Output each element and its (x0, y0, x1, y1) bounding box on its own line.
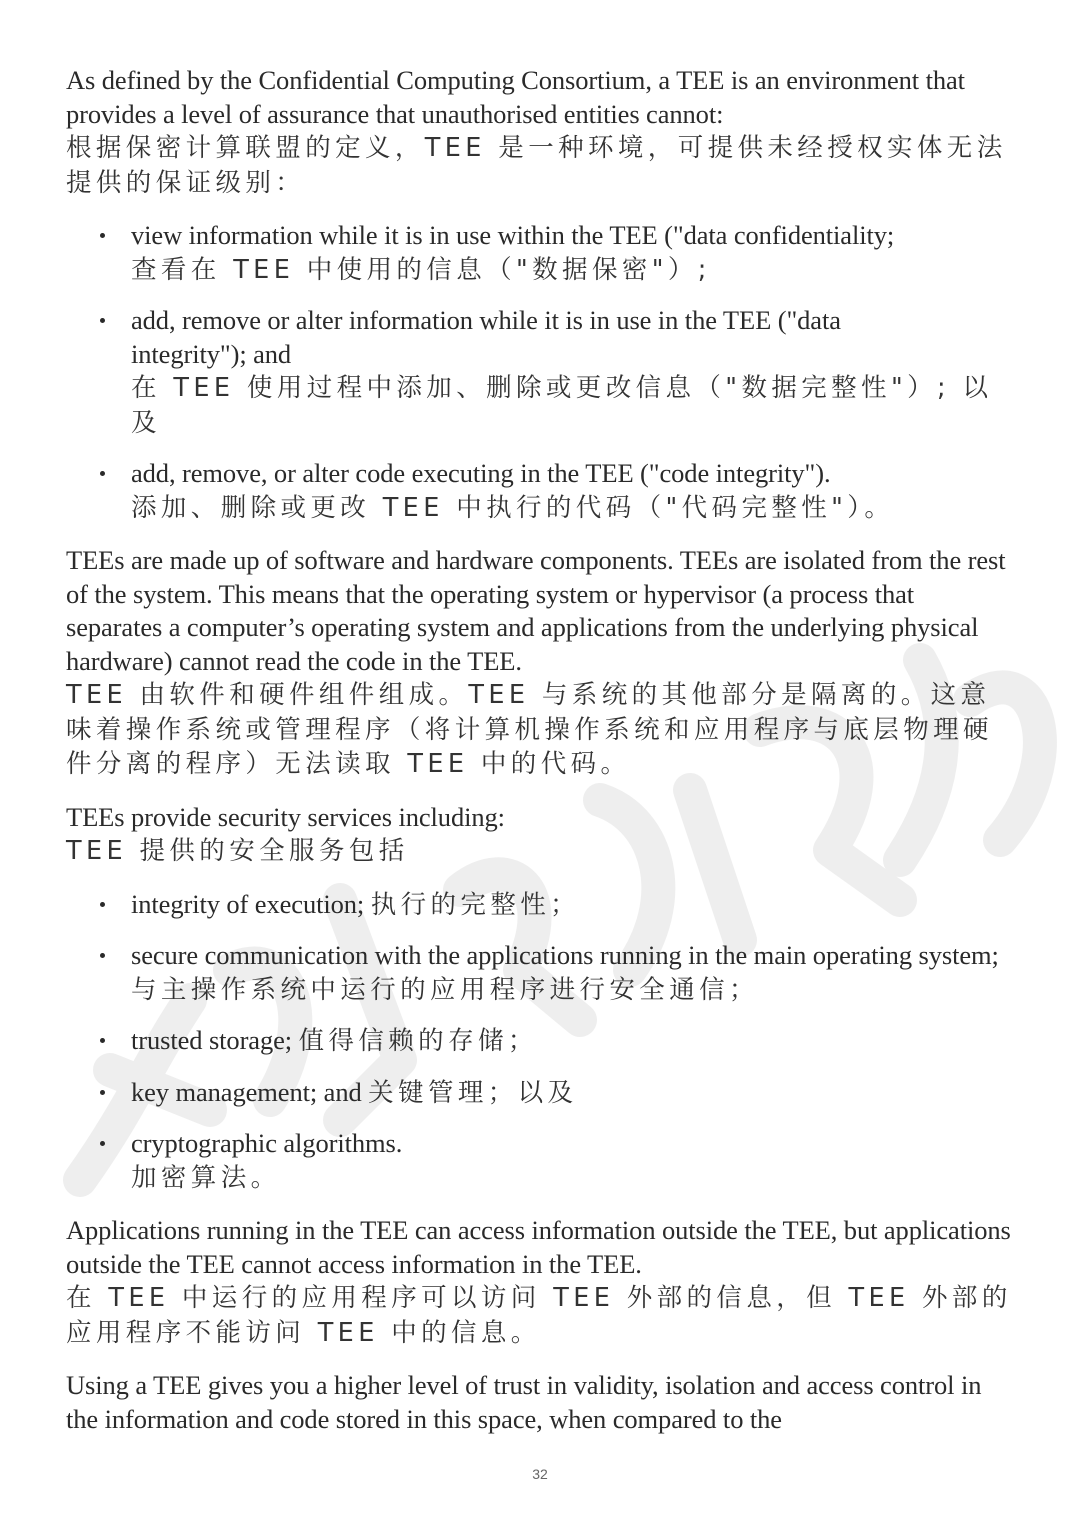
list-item-chinese: 添加、删除或更改 TEE 中执行的代码（"代码完整性"）。 (131, 492, 895, 523)
list-item (66, 888, 1016, 923)
list-item (66, 219, 1016, 287)
list-item-inline (131, 1076, 1016, 1111)
security-services-intro (66, 801, 1016, 869)
bullet-icon (100, 233, 105, 238)
services-english-text: TEEs provide security services including: (66, 801, 505, 832)
list-item (66, 1024, 1016, 1059)
list-item-english: integrity of execution; (131, 888, 365, 919)
list-item-chinese: 关键管理；以及 (368, 1077, 578, 1108)
list-item-english: view information while it is in use within the TEE ("data confidentiality; (131, 220, 895, 250)
intro-paragraph (66, 64, 1016, 200)
list-item-inline (131, 1024, 1016, 1059)
trust-english-text: Using a TEE gives you a higher level of trust in validity, isolation and access control in the information and code stored in this space, when compared to the (66, 1370, 982, 1434)
list-item-english: trusted storage; (131, 1025, 293, 1055)
list-item-chinese: 加密算法。 (131, 1162, 281, 1193)
intro-chinese-text: 根据保密计算联盟的定义，TEE 是一种环境，可提供未经授权实体无法提供的保证级别： (66, 133, 1007, 198)
list-item (66, 457, 1016, 525)
page-content (66, 64, 1016, 1436)
list-item-english: secure communication with the applications running in the main operating system; (131, 940, 999, 970)
bullet-icon (100, 953, 105, 958)
list-item (66, 939, 1016, 1007)
list-item-chinese: 与主操作系统中运行的应用程序进行安全通信； (131, 974, 759, 1005)
access-english-text: Applications running in the TEE can access information outside the TEE, but applications outside the TEE cannot access information in the TEE. (66, 1215, 1011, 1279)
list-item (66, 304, 1016, 440)
components-chinese-text: TEE 由软件和硬件组件组成。TEE 与系统的其他部分是隔离的。这意味着操作系统或管理程序（将计算机操作系统和应用程序与底层物理硬件分离的程序）无法读取 TEE 中的代码。 (66, 680, 993, 779)
bullet-icon (100, 318, 105, 323)
list-item-chinese: 值得信赖的存储； (298, 1026, 538, 1056)
components-english-text: TEEs are made up of software and hardware components. TEEs are isolated from the rest of the system. This means that the operating system or hypervisor (a process that separates a computer’s operating system and applications from the underlying physical hardware) cannot read the code in the TEE. (66, 545, 1006, 676)
page-number: 32 (532, 1466, 548, 1482)
list-item-chinese: 执行的完整性； (370, 889, 581, 920)
access-chinese-text: 在 TEE 中运行的应用程序可以访问 TEE 外部的信息，但 TEE 外部的应用程序不能访问 TEE 中的信息。 (66, 1283, 1012, 1348)
list-item-english: cryptographic algorithms. (131, 1128, 403, 1158)
tee-components-paragraph (66, 544, 1016, 782)
bullet-icon (100, 1038, 105, 1043)
list-item-inline (131, 888, 1016, 923)
security-services-list (66, 888, 1016, 1196)
list-item-chinese: 在 TEE 使用过程中添加、删除或更改信息（"数据完整性"）; 以及 (131, 373, 993, 438)
tee-assurance-list (66, 219, 1016, 525)
list-item-chinese: 查看在 TEE 中使用的信息（"数据保密"）; (131, 254, 711, 285)
bullet-icon (100, 1090, 105, 1095)
services-chinese-text: TEE 提供的安全服务包括 (66, 836, 409, 866)
bullet-icon (100, 1141, 105, 1146)
bullet-icon (100, 471, 105, 476)
tee-access-paragraph (66, 1214, 1016, 1350)
intro-english-text: As defined by the Confidential Computing Consortium, a TEE is an environment that provides a level of assurance that unauthorised entities cannot: (66, 65, 965, 129)
list-item-english: add, remove, or alter code executing in the TEE ("code integrity"). (131, 458, 831, 488)
list-item-english: add, remove or alter information while it is in use in the TEE ("data integrity"); and (131, 305, 841, 369)
list-item (66, 1127, 1016, 1195)
list-item-english: key management; and (131, 1076, 362, 1107)
list-item (66, 1076, 1016, 1111)
tee-trust-paragraph (66, 1369, 1016, 1436)
bullet-icon (100, 902, 105, 907)
